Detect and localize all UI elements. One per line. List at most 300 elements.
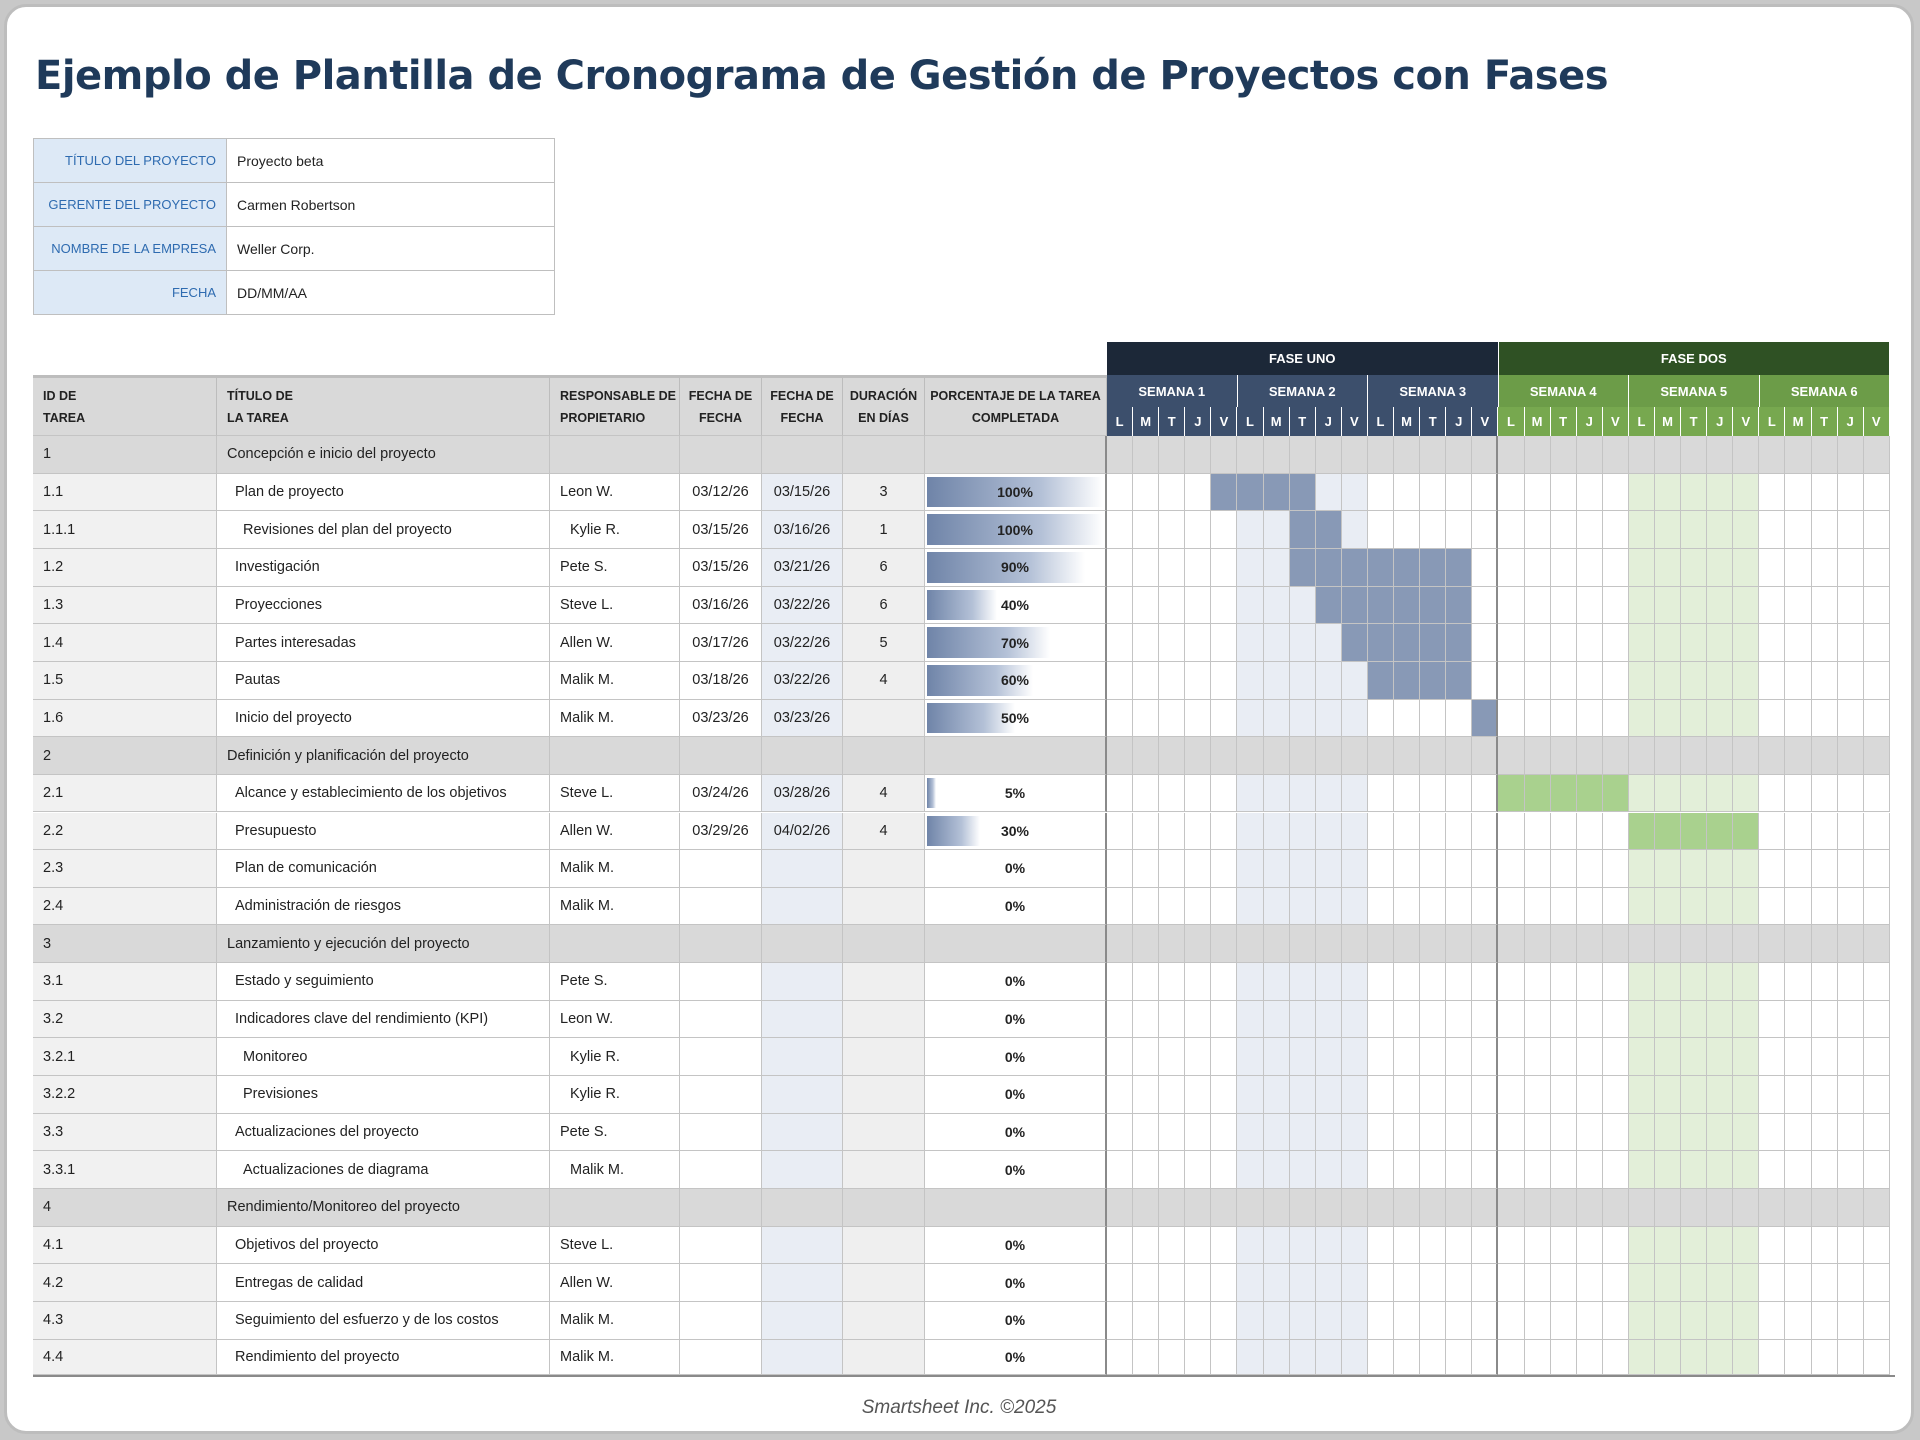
task-percent-complete[interactable] (925, 888, 1107, 926)
gantt-day-cell (1211, 587, 1237, 625)
task-start-date[interactable]: 03/15/26 (680, 549, 762, 587)
task-percent-complete[interactable] (925, 1189, 1107, 1227)
column-header-text: ID DE (43, 388, 77, 403)
task-name[interactable]: Actualizaciones del proyecto (217, 1114, 550, 1152)
gantt-day-cell (1733, 549, 1759, 587)
gantt-day-cell (1211, 1340, 1237, 1376)
task-name[interactable]: Revisiones del plan del proyecto (217, 511, 550, 549)
task-owner[interactable] (550, 737, 680, 775)
task-id: 1.5 (33, 662, 217, 700)
task-duration[interactable]: 4 (843, 662, 925, 700)
gantt-day-cell (1525, 1076, 1551, 1114)
gantt-day-cell (1864, 436, 1890, 474)
gantt-day-cell (1446, 1340, 1472, 1376)
task-duration[interactable] (843, 700, 925, 738)
task-start-date[interactable] (680, 1076, 762, 1114)
gantt-day-cell (1498, 436, 1524, 474)
gantt-day-cell (1785, 1151, 1811, 1189)
task-start-date[interactable] (680, 1264, 762, 1302)
gantt-day-cell (1577, 474, 1603, 512)
gantt-day-cell (1733, 624, 1759, 662)
task-start-date[interactable] (680, 1227, 762, 1265)
gantt-day-cell (1759, 1302, 1785, 1340)
info-value[interactable]: Carmen Robertson (227, 183, 555, 227)
gantt-day-cell (1159, 1264, 1185, 1302)
task-owner[interactable]: Kylie R. (550, 511, 680, 549)
gantt-bar-cell (1733, 813, 1759, 851)
task-start-date[interactable]: 03/12/26 (680, 474, 762, 512)
task-percent-complete[interactable] (925, 963, 1107, 1001)
task-end-date[interactable] (762, 850, 843, 888)
task-start-date[interactable] (680, 1151, 762, 1189)
task-owner[interactable]: Kylie R. (550, 1076, 680, 1114)
task-end-date[interactable] (762, 1189, 843, 1227)
gantt-day-cell (1707, 1189, 1733, 1227)
gantt-day-cell (1603, 1189, 1629, 1227)
gantt-day-cell (1133, 737, 1159, 775)
task-end-date[interactable] (762, 1038, 843, 1076)
task-start-date[interactable] (680, 925, 762, 963)
gantt-day-cell (1420, 850, 1446, 888)
task-name[interactable]: Monitoreo (217, 1038, 550, 1076)
gantt-day-cell (1812, 1151, 1838, 1189)
task-name[interactable]: Estado y seguimiento (217, 963, 550, 1001)
task-percent-complete[interactable] (925, 511, 1107, 549)
task-owner[interactable]: Pete S. (550, 549, 680, 587)
column-header-id (33, 375, 217, 436)
task-id: 2.3 (33, 850, 217, 888)
task-duration[interactable]: 6 (843, 549, 925, 587)
task-percent-complete[interactable] (925, 1340, 1107, 1376)
gantt-day-cell (1342, 775, 1368, 813)
task-owner[interactable] (550, 1189, 680, 1227)
task-percent-complete[interactable] (925, 925, 1107, 963)
gantt-day-cell (1707, 1227, 1733, 1265)
gantt-day-cell (1551, 1001, 1577, 1039)
task-end-date[interactable]: 03/23/26 (762, 700, 843, 738)
task-end-date[interactable]: 04/02/26 (762, 813, 843, 851)
task-end-date[interactable] (762, 1264, 843, 1302)
gantt-day-cell (1237, 1302, 1263, 1340)
gantt-day-cell (1733, 1151, 1759, 1189)
task-name[interactable]: Definición y planificación del proyecto (217, 737, 550, 775)
task-duration[interactable] (843, 1340, 925, 1376)
gantt-day-cell (1237, 888, 1263, 926)
task-owner[interactable]: Allen W. (550, 624, 680, 662)
gantt-day-cell (1159, 813, 1185, 851)
gantt-day-cell (1551, 737, 1577, 775)
gantt-day-cell (1525, 1227, 1551, 1265)
gantt-day-cell (1446, 963, 1472, 1001)
task-end-date[interactable] (762, 963, 843, 1001)
task-name[interactable]: Rendimiento/Monitoreo del proyecto (217, 1189, 550, 1227)
info-label: FECHA (34, 271, 227, 315)
gantt-day-cell (1733, 925, 1759, 963)
task-duration[interactable] (843, 1001, 925, 1039)
gantt-day-cell (1185, 700, 1211, 738)
gantt-day-cell (1264, 700, 1290, 738)
percent-text: 0% (1004, 1048, 1026, 1065)
gantt-day-cell (1394, 436, 1420, 474)
gantt-day-cell (1342, 1151, 1368, 1189)
task-start-date[interactable] (680, 850, 762, 888)
task-owner[interactable]: Allen W. (550, 1264, 680, 1302)
task-row (33, 963, 1895, 1001)
gantt-day-cell (1264, 1001, 1290, 1039)
gantt-day-cell (1759, 624, 1785, 662)
task-start-date[interactable]: 03/23/26 (680, 700, 762, 738)
group-row (33, 925, 1895, 963)
task-owner[interactable]: Pete S. (550, 963, 680, 1001)
task-start-date[interactable]: 03/24/26 (680, 775, 762, 813)
task-owner[interactable]: Malik M. (550, 888, 680, 926)
task-duration[interactable]: 3 (843, 474, 925, 512)
task-owner[interactable]: Steve L. (550, 775, 680, 813)
task-end-date[interactable]: 03/28/26 (762, 775, 843, 813)
task-percent-complete[interactable] (925, 474, 1107, 512)
task-start-date[interactable] (680, 436, 762, 474)
task-end-date[interactable] (762, 436, 843, 474)
task-row (33, 474, 1895, 512)
gantt-day-cell (1159, 1076, 1185, 1114)
gantt-day-cell (1629, 1189, 1655, 1227)
task-start-date[interactable] (680, 1340, 762, 1376)
task-end-date[interactable] (762, 1302, 843, 1340)
task-percent-complete[interactable] (925, 1038, 1107, 1076)
gantt-day-cell (1785, 813, 1811, 851)
gantt-day-cell (1864, 1227, 1890, 1265)
gantt-day-cell (1159, 1001, 1185, 1039)
task-end-date[interactable]: 03/16/26 (762, 511, 843, 549)
gantt-day-cell (1525, 737, 1551, 775)
gantt-day-cell (1133, 1076, 1159, 1114)
task-end-date[interactable] (762, 888, 843, 926)
task-owner[interactable]: Malik M. (550, 1151, 680, 1189)
gantt-day-cell (1525, 474, 1551, 512)
task-start-date[interactable] (680, 1189, 762, 1227)
task-start-date[interactable] (680, 1302, 762, 1340)
task-percent-complete[interactable] (925, 1076, 1107, 1114)
gantt-day-cell (1812, 1001, 1838, 1039)
gantt-day-cell (1368, 888, 1394, 926)
task-duration[interactable] (843, 925, 925, 963)
task-owner[interactable]: Malik M. (550, 1340, 680, 1376)
task-start-date[interactable]: 03/16/26 (680, 587, 762, 625)
gantt-bar-cell (1342, 624, 1368, 662)
gantt-day-cell (1290, 737, 1316, 775)
gantt-day-cell (1655, 662, 1681, 700)
task-row (33, 549, 1895, 587)
task-end-date[interactable]: 03/22/26 (762, 587, 843, 625)
gantt-day-cell (1211, 925, 1237, 963)
gantt-bar-cell (1655, 813, 1681, 851)
gantt-day-cell (1707, 700, 1733, 738)
gantt-day-cell (1368, 850, 1394, 888)
task-end-date[interactable]: 03/21/26 (762, 549, 843, 587)
task-name[interactable]: Rendimiento del proyecto (217, 1340, 550, 1376)
task-start-date[interactable]: 03/29/26 (680, 813, 762, 851)
task-duration[interactable] (843, 888, 925, 926)
task-id: 3.3.1 (33, 1151, 217, 1189)
task-end-date[interactable] (762, 1001, 843, 1039)
task-end-date[interactable] (762, 1227, 843, 1265)
task-end-date[interactable] (762, 1076, 843, 1114)
gantt-day-cell (1394, 737, 1420, 775)
task-percent-complete[interactable] (925, 700, 1107, 738)
gantt-day-cell (1420, 436, 1446, 474)
gantt-day-cell (1603, 813, 1629, 851)
gantt-day-cell (1290, 1076, 1316, 1114)
gantt-day-cell (1577, 1227, 1603, 1265)
task-percent-complete[interactable] (925, 850, 1107, 888)
task-name[interactable]: Entregas de calidad (217, 1264, 550, 1302)
gantt-day-cell (1785, 775, 1811, 813)
task-duration[interactable] (843, 1189, 925, 1227)
task-row (33, 1264, 1895, 1302)
gantt-day-cell (1185, 1189, 1211, 1227)
task-duration[interactable] (843, 963, 925, 1001)
task-duration[interactable] (843, 737, 925, 775)
gantt-day-cell (1420, 511, 1446, 549)
gantt-day-cell (1368, 1151, 1394, 1189)
gantt-day-cell (1159, 963, 1185, 1001)
task-percent-complete[interactable] (925, 1264, 1107, 1302)
task-name[interactable]: Lanzamiento y ejecución del proyecto (217, 925, 550, 963)
task-percent-complete[interactable] (925, 1227, 1107, 1265)
gantt-day-cell (1838, 1264, 1864, 1302)
info-value[interactable]: Weller Corp. (227, 227, 555, 271)
percent-bar (927, 778, 936, 809)
task-name[interactable]: Partes interesadas (217, 624, 550, 662)
task-end-date[interactable]: 03/15/26 (762, 474, 843, 512)
gantt-day-cell (1759, 1076, 1785, 1114)
task-start-date[interactable] (680, 737, 762, 775)
task-percent-complete[interactable] (925, 775, 1107, 813)
task-name[interactable]: Presupuesto (217, 813, 550, 851)
gantt-day-cell (1133, 1340, 1159, 1376)
gantt-day-cell (1342, 1001, 1368, 1039)
gantt-day-cell (1420, 888, 1446, 926)
task-end-date[interactable] (762, 737, 843, 775)
task-duration[interactable]: 5 (843, 624, 925, 662)
gantt-day-cell (1655, 1151, 1681, 1189)
task-end-date[interactable] (762, 1151, 843, 1189)
gantt-day-cell (1785, 474, 1811, 512)
gantt-day-cell (1159, 662, 1185, 700)
gantt-day-cell (1681, 737, 1707, 775)
gantt-day-cell (1603, 1264, 1629, 1302)
gantt-bar-cell (1446, 624, 1472, 662)
gantt-day-cell (1733, 700, 1759, 738)
day-label: J (1707, 407, 1733, 436)
gantt-day-cell (1290, 850, 1316, 888)
task-name[interactable]: Plan de proyecto (217, 474, 550, 512)
task-percent-complete[interactable] (925, 813, 1107, 851)
task-id: 3 (33, 925, 217, 963)
gantt-day-cell (1107, 888, 1133, 926)
gantt-day-cell (1107, 1227, 1133, 1265)
task-end-date[interactable]: 03/22/26 (762, 662, 843, 700)
gantt-day-cell (1446, 700, 1472, 738)
task-owner[interactable]: Malik M. (550, 662, 680, 700)
task-name[interactable]: Investigación (217, 549, 550, 587)
task-percent-complete[interactable] (925, 587, 1107, 625)
task-duration[interactable]: 1 (843, 511, 925, 549)
gantt-day-cell (1655, 700, 1681, 738)
task-duration[interactable] (843, 436, 925, 474)
task-duration[interactable] (843, 1076, 925, 1114)
task-percent-complete[interactable] (925, 1151, 1107, 1189)
gantt-day-cell (1629, 436, 1655, 474)
task-end-date[interactable] (762, 1340, 843, 1376)
task-percent-complete[interactable] (925, 1001, 1107, 1039)
task-duration[interactable] (843, 1038, 925, 1076)
task-name[interactable]: Administración de riesgos (217, 888, 550, 926)
task-owner[interactable]: Malik M. (550, 700, 680, 738)
task-name[interactable]: Previsiones (217, 1076, 550, 1114)
gantt-day-cell (1603, 850, 1629, 888)
task-percent-complete[interactable] (925, 737, 1107, 775)
task-start-date[interactable]: 03/17/26 (680, 624, 762, 662)
task-start-date[interactable] (680, 1114, 762, 1152)
gantt-day-cell (1342, 925, 1368, 963)
task-percent-complete[interactable] (925, 662, 1107, 700)
gantt-day-cell (1759, 587, 1785, 625)
gantt-day-cell (1838, 775, 1864, 813)
task-end-date[interactable] (762, 1114, 843, 1152)
task-percent-complete[interactable] (925, 1114, 1107, 1152)
task-name[interactable]: Proyecciones (217, 587, 550, 625)
task-percent-complete[interactable] (925, 549, 1107, 587)
task-name[interactable]: Concepción e inicio del proyecto (217, 436, 550, 474)
task-duration[interactable] (843, 1264, 925, 1302)
percent-text: 0% (1004, 898, 1026, 915)
percent-text: 0% (1004, 1312, 1026, 1329)
info-value[interactable]: Proyecto beta (227, 139, 555, 183)
task-end-date[interactable] (762, 925, 843, 963)
gantt-day-cell (1185, 662, 1211, 700)
task-duration[interactable] (843, 1302, 925, 1340)
task-end-date[interactable]: 03/22/26 (762, 624, 843, 662)
gantt-day-cell (1420, 737, 1446, 775)
task-name[interactable]: Objetivos del proyecto (217, 1227, 550, 1265)
gantt-day-cell (1864, 624, 1890, 662)
gantt-day-cell (1368, 1340, 1394, 1376)
gantt-day-cell (1655, 587, 1681, 625)
gantt-day-cell (1681, 700, 1707, 738)
gantt-day-cell (1629, 925, 1655, 963)
gantt-day-cell (1290, 436, 1316, 474)
gantt-day-cell (1342, 850, 1368, 888)
gantt-day-cell (1525, 1340, 1551, 1376)
gantt-day-cell (1785, 1038, 1811, 1076)
gantt-day-cell (1603, 662, 1629, 700)
gantt-day-cell (1446, 474, 1472, 512)
task-name[interactable]: Pautas (217, 662, 550, 700)
gantt-day-cell (1237, 1340, 1263, 1376)
column-header-text: FECHA (698, 410, 743, 425)
gantt-bar-cell (1629, 813, 1655, 851)
info-label: TÍTULO DEL PROYECTO (34, 139, 227, 183)
task-name[interactable]: Indicadores clave del rendimiento (KPI) (217, 1001, 550, 1039)
task-name[interactable]: Actualizaciones de diagrama (217, 1151, 550, 1189)
task-duration[interactable]: 6 (843, 587, 925, 625)
task-owner[interactable]: Leon W. (550, 474, 680, 512)
task-duration[interactable] (843, 1114, 925, 1152)
info-value[interactable]: DD/MM/AA (227, 271, 555, 315)
gantt-day-cell (1420, 1227, 1446, 1265)
gantt-day-cell (1342, 474, 1368, 512)
task-owner[interactable]: Kylie R. (550, 1038, 680, 1076)
task-start-date[interactable]: 03/18/26 (680, 662, 762, 700)
gantt-day-cell (1290, 1114, 1316, 1152)
task-percent-complete[interactable] (925, 1302, 1107, 1340)
gantt-day-cell (1525, 1038, 1551, 1076)
task-start-date[interactable]: 03/15/26 (680, 511, 762, 549)
task-owner[interactable]: Pete S. (550, 1114, 680, 1152)
gantt-day-cell (1577, 511, 1603, 549)
percent-text: 50% (1000, 709, 1030, 726)
task-name[interactable]: Inicio del proyecto (217, 700, 550, 738)
task-owner[interactable]: Malik M. (550, 1302, 680, 1340)
task-duration[interactable]: 4 (843, 775, 925, 813)
gantt-day-cell (1681, 775, 1707, 813)
gantt-day-cell (1107, 1001, 1133, 1039)
gantt-day-cell (1864, 963, 1890, 1001)
gantt-day-cell (1838, 436, 1864, 474)
task-owner[interactable] (550, 436, 680, 474)
gantt-day-cell (1472, 474, 1498, 512)
task-duration[interactable] (843, 850, 925, 888)
gantt-day-cell (1264, 963, 1290, 1001)
gantt-day-cell (1472, 1151, 1498, 1189)
gantt-day-cell (1316, 1001, 1342, 1039)
task-start-date[interactable] (680, 963, 762, 1001)
gantt-day-cell (1707, 925, 1733, 963)
task-duration[interactable] (843, 1227, 925, 1265)
gantt-day-cell (1498, 888, 1524, 926)
gantt-day-cell (1603, 1114, 1629, 1152)
gantt-day-cell (1498, 925, 1524, 963)
gantt-day-cell (1525, 1114, 1551, 1152)
task-percent-complete[interactable] (925, 624, 1107, 662)
task-start-date[interactable] (680, 1038, 762, 1076)
task-duration[interactable] (843, 1151, 925, 1189)
gantt-day-cell (1394, 511, 1420, 549)
gantt-day-cell (1237, 1227, 1263, 1265)
task-duration[interactable]: 4 (843, 813, 925, 851)
gantt-day-cell (1159, 474, 1185, 512)
gantt-day-cell (1290, 1151, 1316, 1189)
task-start-date[interactable] (680, 888, 762, 926)
task-name[interactable]: Seguimiento del esfuerzo y de los costos (217, 1302, 550, 1340)
gantt-day-cell (1655, 1302, 1681, 1340)
task-name[interactable]: Plan de comunicación (217, 850, 550, 888)
task-percent-complete[interactable] (925, 436, 1107, 474)
task-owner[interactable]: Leon W. (550, 1001, 680, 1039)
gantt-day-cell (1603, 1340, 1629, 1376)
task-start-date[interactable] (680, 1001, 762, 1039)
column-header-text: LA TAREA (227, 410, 289, 425)
task-owner[interactable]: Malik M. (550, 850, 680, 888)
task-name[interactable]: Alcance y establecimiento de los objetivos (217, 775, 550, 813)
task-owner[interactable] (550, 925, 680, 963)
task-row (33, 1076, 1895, 1114)
gantt-day-cell (1525, 963, 1551, 1001)
task-owner[interactable]: Allen W. (550, 813, 680, 851)
task-owner[interactable]: Steve L. (550, 587, 680, 625)
task-owner[interactable]: Steve L. (550, 1227, 680, 1265)
